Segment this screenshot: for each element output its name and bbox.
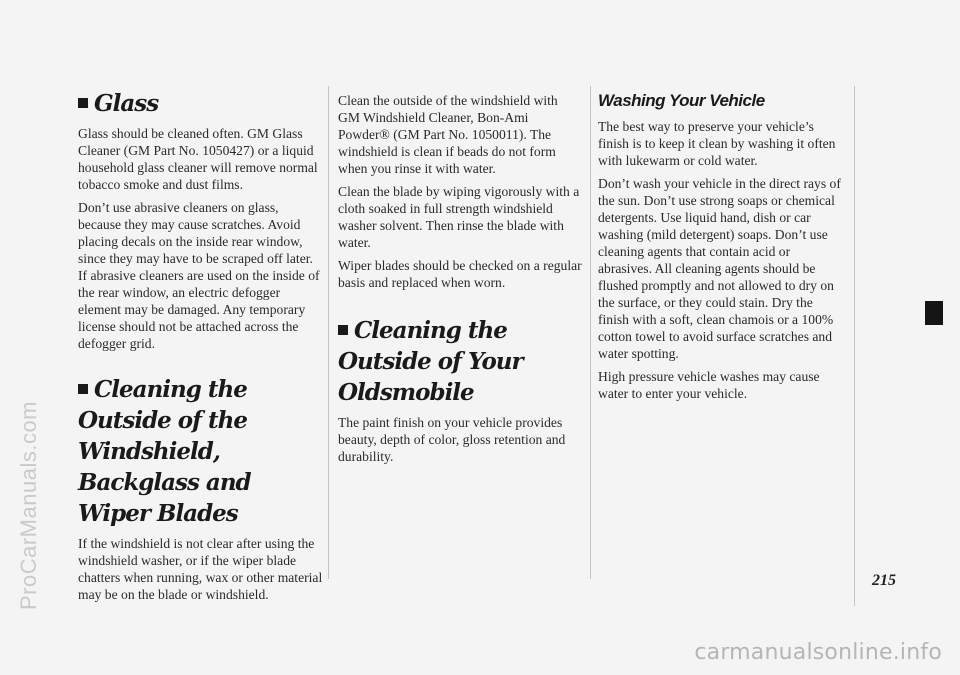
paint-finish-paragraph: The paint finish on your vehicle provides beauty, depth of color, gloss retention and durability. — [338, 415, 566, 464]
page-number: 215 — [872, 572, 896, 589]
washing-paragraph-2: Don’t wash your vehicle in the direct rays of the sun. Don’t use strong soaps or chemical detergents. Use liquid hand, dish or car washing (mild detergent) soaps. Don’t use cleaning agents that contain acid or abrasives. All cleaning agents should be flushed promptly and not allowed to dry on the surface, or they could stain. Dry the finish with a soft, clean chamois or a 100% cotton towel to avoid surface scratches and water spotting. — [598, 176, 841, 361]
wiper-check-paragraph: Wiper blades should be checked on a regular basis and replaced when worn. — [338, 258, 582, 290]
washing-paragraph-3: High pressure vehicle washes may cause water to enter your vehicle. — [598, 369, 820, 401]
windshield-heading: Cleaning the Outside of the Windshield, Backglass and Wiper Blades — [78, 376, 251, 527]
glass-paragraph-2: Don’t use abrasive cleaners on glass, because they may cause scratches. Avoid placing decals on the inside rear window, since they may have to be scraped off later. If abrasive cleaners are used on the inside of the rear window, an electric defogger element may be damaged. Any temporary license should not be attached across the defogger grid. — [78, 200, 320, 351]
windshield-cleaning-paragraph: Clean the outside of the windshield with GM Windshield Cleaner, Bon-Ami Powder® (GM Part No. 1050011). The windshield is clean if beads do not form when you rinse it with water. — [338, 93, 558, 176]
section-tab-marker — [925, 301, 943, 325]
blade-cleaning-paragraph: Clean the blade by wiping vigorously with a cloth soaked in full strength windshield washer solvent. Then rinse the blade with water. — [338, 184, 580, 250]
site-watermark: carmanualsonline.info — [694, 640, 942, 665]
middle-column — [338, 92, 583, 471]
bullet-icon — [338, 325, 348, 335]
glass-heading: Glass — [78, 88, 323, 119]
side-watermark: ProCarManuals.com — [16, 400, 41, 610]
washing-heading: Washing Your Vehicle — [598, 91, 765, 110]
page-edge-rule — [854, 86, 855, 606]
right-column — [598, 90, 846, 408]
windshield-paragraph-1: If the windshield is not clear after using the windshield washer, or if the wiper blade chatters when running, wax or other material may be on the blade or windshield. — [78, 536, 323, 602]
glass-paragraph-1: Glass should be cleaned often. GM Glass Cleaner (GM Part No. 1050427) or a liquid household glass cleaner will remove normal tobacco smoke and dust films. — [78, 126, 318, 192]
column-divider-right — [590, 86, 591, 579]
washing-paragraph-1: The best way to preserve your vehicle’s finish is to keep it clean by washing it often with lukewarm or cold water. — [598, 119, 836, 168]
column-divider-left — [328, 86, 329, 579]
left-column — [78, 88, 323, 609]
bullet-icon — [78, 98, 88, 108]
outside-vehicle-heading: Cleaning the Outside of Your Oldsmobile — [338, 317, 523, 406]
bullet-icon — [78, 384, 88, 394]
